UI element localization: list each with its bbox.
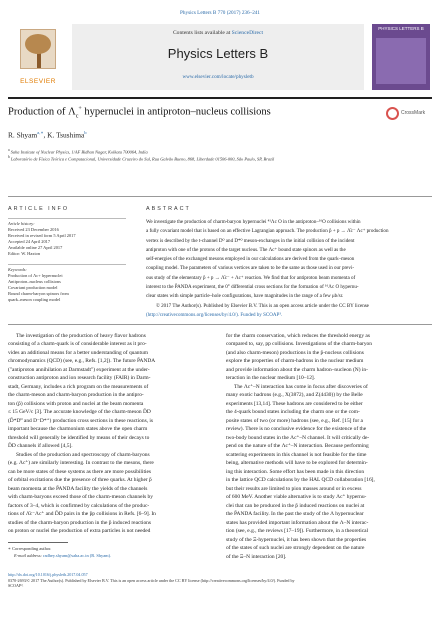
body-line: two-body bound states in the Λc⁺–N channel. It will critically de- [226, 434, 370, 441]
abstract-body [146, 218, 432, 320]
author-list [8, 130, 87, 139]
body-line: but their results are limited to pion masses around or in excess [226, 485, 362, 492]
homepage-link[interactable]: www.elsevier.com/locate/physletb [182, 74, 254, 80]
body-line: the 4-quark bound states including the charm one or the com- [226, 409, 360, 416]
footnote-mark: ∗ [8, 546, 11, 551]
body-line: in the lattice QCD calculations by the HAL QCD collaboration [16], [226, 477, 375, 484]
body-line: review). There is no conclusive evidence for the existence of the [226, 426, 367, 433]
body-line: many exotic hadrons (e.g., X(3872), and Z(4430)) by the Belle [226, 392, 363, 399]
tree-icon [20, 29, 56, 69]
body-line: scattering experiments in this channel is not feasible for the time [226, 451, 367, 458]
keyword: Covariant production model [8, 285, 58, 290]
funding-statement: SCOAP³. [8, 583, 24, 589]
body-line: studies of the charm-baryon production in the p̄ induced reactions [8, 519, 151, 526]
cover-label: PHYSICS LETTERS B [378, 26, 424, 31]
body-line: tions of Λ̄c⁻Λc⁺ and D̄D pairs in the p̄p collisions in Refs. [6–9]. In [8, 511, 156, 518]
section-divider [8, 324, 432, 325]
journal-header [8, 24, 432, 92]
body-line: D̄D channels if allowed [4,5]. [8, 443, 73, 450]
body-line: ≤ 15 GeV/c [3]. The accurate knowledge of the charm-meson D̄D [8, 409, 151, 416]
body-line: compared to, say, pp collisions. Investigations of the charm-baryon [226, 341, 372, 348]
info-divider [8, 218, 126, 219]
abstract-line: self-energies of the exchanged mesons employed in our calculations are derived from the quark–meson [146, 256, 355, 263]
affiliation [8, 155, 432, 161]
cover-art [376, 38, 426, 84]
abstract-line: antiproton with one of the protons of the target nucleus. The Λc⁺ bound state spinors as well as the [146, 246, 346, 253]
body-line: (e.g. Λc⁺) are similarly interesting. In contrast to the mesons, there [8, 460, 154, 467]
body-line: The investigation of the production of heavy flavor hadrons [16, 333, 146, 339]
sciencedirect-link[interactable]: ScienceDirect [231, 30, 264, 36]
article-info-heading: ARTICLE INFO [8, 206, 70, 212]
doi-link[interactable]: http://dx.doi.org/10.1016/j.physletb.2017.04.057 [8, 572, 88, 577]
license-link[interactable]: (http://creativecommons.org/licenses/by/4.0/). Funded by SCOAP³. [146, 311, 283, 318]
publisher-logo-text: ELSEVIER [20, 78, 56, 85]
history-label: Article history: [8, 221, 35, 226]
body-column-left [8, 332, 214, 536]
footnote-text: Corresponding author. [10, 546, 52, 551]
body-line: threshold will generally be identified by means of their decays to [8, 434, 150, 441]
body-line: of the Ξ–N interaction [20]. [226, 553, 287, 560]
article-info [8, 216, 126, 303]
abstract-line: clear states with simple particle–hole configurations, have magnitudes in the range of a few μb/sr. [146, 293, 344, 300]
body-line: ing this interaction. Some effort has been made in this direction [226, 468, 365, 475]
contents-prefix: Contents lists available at [172, 30, 232, 36]
body-line: explore the properties of charm-hadrons in the nuclear medium [226, 358, 364, 365]
journal-citation[interactable]: Physics Letters B 770 (2017) 236–241 [180, 10, 260, 16]
body-line: Studies of the production and spectroscopy of charm-baryons [16, 451, 150, 458]
body-line: of the states of such nuclei are strongly dependent on the nature [226, 545, 365, 552]
author-name[interactable]: K. Tsushima [47, 130, 85, 140]
license-statement: 0370-2693/© 2017 The Author(s). Published by Elsevier B.V. This is an open access article under the CC BY license (http://creativecommons.org/licenses/by/4.0/). Funded by [8, 577, 295, 583]
body-line: and provide information about the charm hadron–nucleon (N) in- [226, 366, 368, 373]
body-line: the charm-meson and charm-baryon production in the antipro- [8, 392, 144, 399]
article-footer [8, 572, 432, 589]
abstract-line: a fully covariant model that is based on an effective Lagrangian approach. The production p̄ + p → Λ̄c⁻ Λc⁺ production [146, 228, 389, 235]
keyword: Antiproton–nucleus collisions [8, 279, 61, 284]
title-subscript: c [75, 113, 79, 120]
info-divider [8, 264, 126, 265]
body-line: vides an additional means for a better understanding of quantum [8, 349, 148, 356]
body-line: important because the charmonium states above the open charm [8, 426, 148, 433]
abstract-line: ous study of the elementary p̄ + p → Λ̄c⁻ + Λc⁺ reaction. We find that for antiproton beam momenta of [146, 274, 356, 281]
author-marks[interactable]: b [84, 130, 87, 135]
body-line: the P̄ANDA facility. In the past the study of the Λ hypernuclear [226, 511, 364, 518]
keywords-label: Keywords: [8, 267, 27, 272]
body-line: for the charm conservation, which reduces the threshold energy as [226, 333, 370, 339]
affiliation-mark: a [8, 148, 10, 152]
abstract-line: vertex is described by the t-channel D⁰ and D*⁰ meson-exchanges in the initial collision of the incident [146, 237, 355, 244]
crossmark-badge[interactable] [386, 106, 426, 122]
journal-title: Physics Letters B [167, 46, 269, 61]
author-separator: , [43, 130, 48, 140]
body-line: can be more states of these systems as there are more possibilities [8, 468, 151, 475]
body-line: ("antiproton annihilation at Darmstadt") experiment at the under- [8, 366, 150, 373]
history-item: Received in revised form 5 April 2017 [8, 233, 76, 238]
affiliation-text: Laboratório de Física Teórica e Computacional, Universidade Cruzeiro do Sul, Rua Galvão Bueno, 868, Liberdade 01506-000, São Paulo, SP, Brazil [10, 156, 275, 162]
history-item: Received 23 December 2016 [8, 227, 59, 232]
title-part: Production of Λ [8, 106, 76, 118]
author-marks[interactable]: a,∗ [37, 130, 44, 135]
abstract-line: We investigate the production of charm-baryon hypernuclei ⁴¹Λc O in the antiproton–¹⁶O collisions within [146, 219, 361, 225]
abstract-heading: ABSTRACT [146, 206, 191, 212]
body-line: of 600 MeV. Another viable alternative is to study Λc⁺ hypernu- [226, 494, 367, 501]
keyword: Bound charm-baryon spinors from [8, 291, 69, 296]
body-line: construction antiproton and ion research facility (FAIR) in Darm- [8, 375, 151, 382]
footnote-divider [8, 542, 68, 543]
crossmark-label: CrossMark [401, 110, 426, 116]
copyright-line: © 2017 The Author(s). Published by Elsevier B.V. This is an open access article under the CC BY license [156, 302, 369, 309]
body-line: factors of 3–4, which is confirmed by calculations of the produc- [8, 502, 150, 509]
body-line: being, alternative methods will have to be explored for determin- [226, 460, 368, 467]
body-line: pend on the nature of the Λc⁺–N interaction. Because performing [226, 443, 369, 450]
keyword: quark–meson coupling model [8, 297, 61, 302]
section-divider [8, 196, 432, 197]
body-line: on proton or nuclei the production of extra particles is not needed [8, 528, 151, 535]
crossmark-icon [386, 107, 399, 120]
body-line: stadt, Germany, includes a rich program on the measurements of [8, 383, 149, 390]
article-title [8, 106, 368, 120]
body-line: beam momenta at the P̄ANDA facility the yields of the channels [8, 485, 148, 492]
body-column-right [226, 332, 432, 561]
body-line: The Λc⁺–N interaction has come in focus after discoveries of [234, 383, 368, 390]
abstract-line: interest to the P̄ANDA experiment, the 0° differential cross sections for the formation of ¹⁶Λc O hypernu- [146, 284, 359, 291]
footnote-corresponding [8, 546, 208, 552]
body-line: (D̄*D⁰ and D⁻D*⁺) production cross sections in these reactions, is [8, 417, 154, 424]
affiliation [8, 148, 432, 154]
header-divider [8, 97, 432, 99]
footnote-email [8, 553, 208, 559]
journal-homepage [72, 74, 364, 80]
keyword: Production of Λc+ hypernuclei [8, 273, 63, 278]
history-item: Editor: W. Haxton [8, 251, 41, 256]
email-link[interactable]: radhey.shyam@saha.ac.in (R. Shyam). [42, 553, 112, 558]
history-item: Available online 27 April 2017 [8, 245, 63, 250]
affiliation-mark: b [8, 155, 10, 159]
body-line: consisting of a charm-quark is of considerable interest as it pro- [8, 341, 147, 348]
body-line: with charm-baryons exceed those of the charm-meson channels by [8, 494, 153, 501]
history-item: Accepted 24 April 2017 [8, 239, 51, 244]
elsevier-logo [12, 27, 64, 87]
abstract-line: coupling model. The parameters of various vertices are taken to be the same as those used in our previ- [146, 265, 355, 272]
author-name[interactable]: R. Shyam [8, 130, 38, 140]
affiliation-text: Saha Institute of Nuclear Physics, 1/AF Bidhan Nagar, Kolkata 700064, India [10, 149, 148, 155]
title-part: hypernuclei in antiproton–nucleus collisions [81, 106, 271, 118]
body-line: study of the Ξ-hypernuclei, it has been shown that the properties [226, 536, 367, 543]
body-line: of orbital excitations due the presence of three quarks. At higher p̄ [8, 477, 152, 484]
journal-cover-thumbnail[interactable] [372, 24, 430, 90]
body-line: (and also charm-meson) productions in the p̄-nucleus collisions [226, 349, 364, 356]
title-superscript: + [78, 106, 82, 112]
journal-banner [72, 24, 364, 90]
body-line: clei that can be produced in the p̄ induced reactions on nuclei at [226, 502, 365, 509]
body-line: ton (p̄) collisions with proton and nuclei at the beam momenta [8, 400, 144, 407]
body-line: tion (see, e.g., the reviews [17–19]). Furthermore, in a theoretical [226, 528, 369, 535]
body-line: teraction in the nuclear medium [10–12]. [226, 375, 316, 382]
email-label: E-mail address: [14, 553, 43, 558]
body-line: posite states of two (or more) hadrons (see, e.g., Ref. [15] for a [226, 417, 363, 424]
contents-line [72, 30, 364, 36]
body-line: chromodynamics (QCD) (see, e.g., Refs. [1,2]). The future P̄ANDA [8, 358, 156, 365]
body-line: states has provided important information about the Λ–N interac- [226, 519, 369, 526]
body-line: experiments [13,14]. These hadrons are considered to be either [226, 400, 363, 407]
